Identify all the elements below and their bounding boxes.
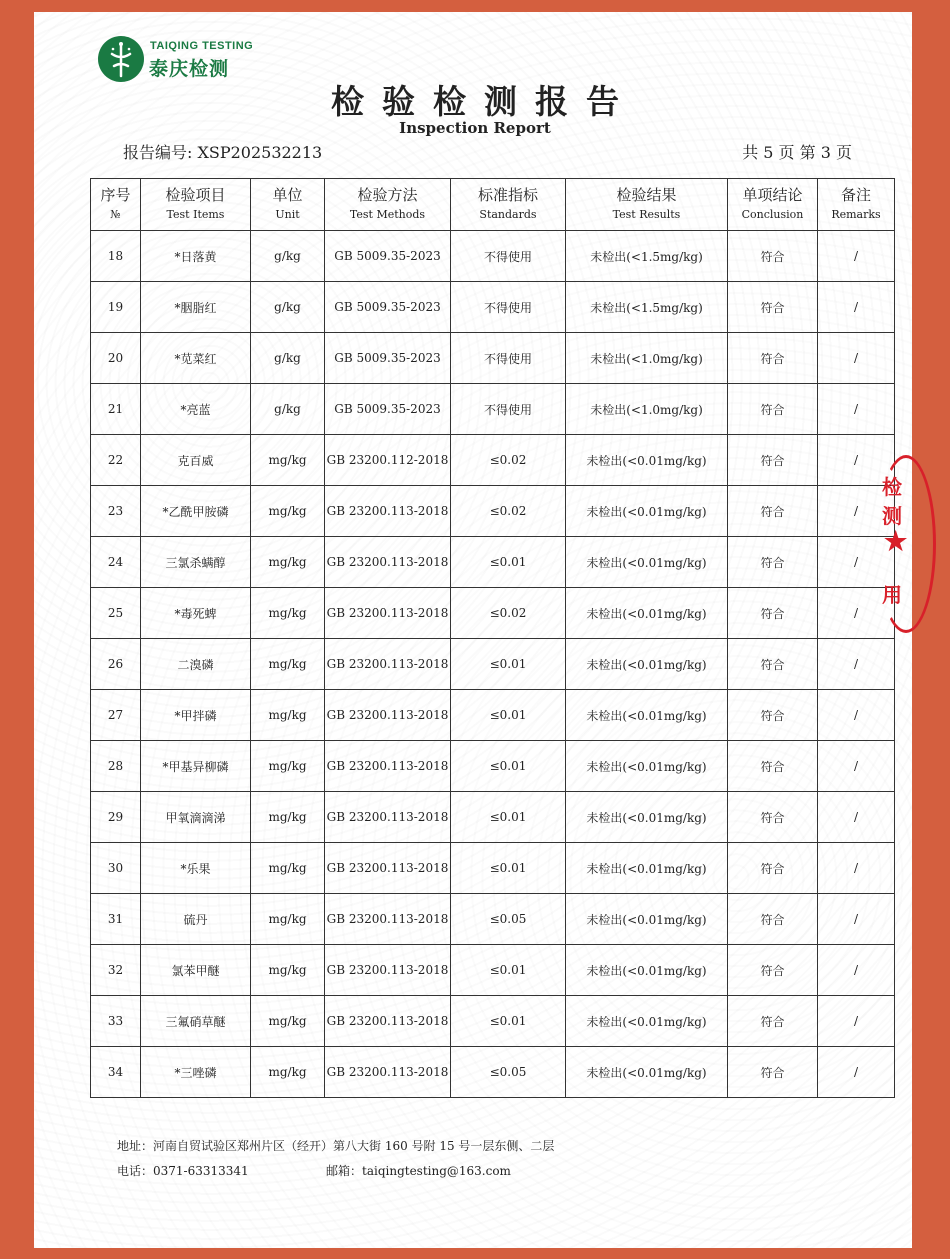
seal-text-bottom: 用 <box>882 583 902 607</box>
cell-remarks: / <box>818 333 895 384</box>
cell-method: GB 23200.113-2018 <box>325 486 451 537</box>
column-header-en: Unit <box>275 208 300 221</box>
results-table <box>90 178 895 1098</box>
cell-standard: ≤0.01 <box>451 792 566 843</box>
table-row <box>91 1047 895 1098</box>
cell-standard: 不得使用 <box>451 282 566 333</box>
cell-remarks: / <box>818 945 895 996</box>
report-number: 报告编号: XSP202532213 <box>123 143 323 162</box>
cell-unit: g/kg <box>251 282 325 333</box>
page-indicator: 共 5 页 第 3 页 <box>742 143 852 162</box>
cell-standard: ≤0.02 <box>451 435 566 486</box>
cell-test-item: *乐果 <box>141 843 251 894</box>
cell-conclusion: 符合 <box>728 282 818 333</box>
cell-test-item: 三氯杀螨醇 <box>141 537 251 588</box>
cell-unit: mg/kg <box>251 537 325 588</box>
column-header <box>728 179 818 231</box>
cell-method: GB 23200.113-2018 <box>325 792 451 843</box>
cell-conclusion: 符合 <box>728 894 818 945</box>
cell-unit: mg/kg <box>251 741 325 792</box>
table-row <box>91 639 895 690</box>
cell-number: 34 <box>91 1047 141 1098</box>
column-header-en: Test Items <box>166 208 225 221</box>
column-header-en: № <box>110 208 121 221</box>
cell-test-item: *甲拌磷 <box>141 690 251 741</box>
column-header <box>325 179 451 231</box>
cell-method: GB 23200.113-2018 <box>325 996 451 1047</box>
seal-star-icon: ★ <box>884 527 908 557</box>
cell-conclusion: 符合 <box>728 486 818 537</box>
cell-standard: ≤0.01 <box>451 996 566 1047</box>
cell-number: 30 <box>91 843 141 894</box>
cell-number: 23 <box>91 486 141 537</box>
cell-test-item: *乙酰甲胺磷 <box>141 486 251 537</box>
table-row <box>91 741 895 792</box>
cell-remarks: / <box>818 843 895 894</box>
cell-remarks: / <box>818 792 895 843</box>
cell-standard: 不得使用 <box>451 231 566 282</box>
cell-test-item: *日落黄 <box>141 231 251 282</box>
cell-standard: ≤0.01 <box>451 843 566 894</box>
column-header <box>566 179 728 231</box>
cell-result: 未检出(<0.01mg/kg) <box>566 843 728 894</box>
table-row <box>91 333 895 384</box>
cell-test-item: *亮蓝 <box>141 384 251 435</box>
cell-conclusion: 符合 <box>728 333 818 384</box>
table-row <box>91 435 895 486</box>
cell-conclusion: 符合 <box>728 690 818 741</box>
logo-text-en: TAIQING TESTING <box>150 40 254 52</box>
cell-remarks: / <box>818 639 895 690</box>
cell-test-item: *毒死蜱 <box>141 588 251 639</box>
cell-conclusion: 符合 <box>728 639 818 690</box>
cell-number: 25 <box>91 588 141 639</box>
cell-conclusion: 符合 <box>728 588 818 639</box>
cell-standard: ≤0.01 <box>451 639 566 690</box>
cell-test-item: 氯苯甲醚 <box>141 945 251 996</box>
cell-method: GB 5009.35-2023 <box>325 231 451 282</box>
cell-result: 未检出(<1.0mg/kg) <box>566 384 728 435</box>
cell-result: 未检出(<0.01mg/kg) <box>566 1047 728 1098</box>
column-header <box>818 179 895 231</box>
footer-email: 邮箱：taiqingtesting@163.com <box>326 1164 511 1178</box>
cell-remarks: / <box>818 1047 895 1098</box>
cell-result: 未检出(<0.01mg/kg) <box>566 639 728 690</box>
cell-remarks: / <box>818 384 895 435</box>
cell-result: 未检出(<1.0mg/kg) <box>566 333 728 384</box>
cell-result: 未检出(<1.5mg/kg) <box>566 282 728 333</box>
cell-unit: g/kg <box>251 231 325 282</box>
column-header-cn: 检验方法 <box>357 186 418 204</box>
cell-test-item: 甲氧滴滴涕 <box>141 792 251 843</box>
cell-remarks: / <box>818 996 895 1047</box>
cell-test-item: *苋菜红 <box>141 333 251 384</box>
cell-conclusion: 符合 <box>728 945 818 996</box>
cell-method: GB 5009.35-2023 <box>325 384 451 435</box>
cell-number: 33 <box>91 996 141 1047</box>
cell-standard: ≤0.01 <box>451 537 566 588</box>
cell-standard: ≤0.02 <box>451 486 566 537</box>
column-header <box>141 179 251 231</box>
cell-number: 26 <box>91 639 141 690</box>
column-header <box>451 179 566 231</box>
column-header <box>251 179 325 231</box>
cell-standard: ≤0.02 <box>451 588 566 639</box>
cell-method: GB 23200.113-2018 <box>325 537 451 588</box>
cell-number: 32 <box>91 945 141 996</box>
cell-conclusion: 符合 <box>728 843 818 894</box>
cell-remarks: / <box>818 435 895 486</box>
cell-result: 未检出(<1.5mg/kg) <box>566 231 728 282</box>
cell-conclusion: 符合 <box>728 792 818 843</box>
table-row <box>91 282 895 333</box>
table-row <box>91 588 895 639</box>
column-header-cn: 标准指标 <box>477 186 538 204</box>
cell-method: GB 23200.113-2018 <box>325 894 451 945</box>
column-header-cn: 检验项目 <box>165 186 226 204</box>
cell-unit: g/kg <box>251 333 325 384</box>
cell-number: 19 <box>91 282 141 333</box>
cell-standard: 不得使用 <box>451 333 566 384</box>
cell-number: 27 <box>91 690 141 741</box>
official-seal-stamp <box>880 455 914 635</box>
column-header-cn: 单位 <box>272 186 303 204</box>
cell-result: 未检出(<0.01mg/kg) <box>566 945 728 996</box>
table-row <box>91 384 895 435</box>
column-header-cn: 单项结论 <box>742 186 803 204</box>
logo-text-cn: 泰庆检测 <box>149 58 230 80</box>
column-header-cn: 备注 <box>840 186 871 204</box>
cell-number: 24 <box>91 537 141 588</box>
cell-method: GB 23200.113-2018 <box>325 690 451 741</box>
cell-remarks: / <box>818 486 895 537</box>
cell-remarks: / <box>818 231 895 282</box>
cell-conclusion: 符合 <box>728 384 818 435</box>
cell-result: 未检出(<0.01mg/kg) <box>566 996 728 1047</box>
cell-result: 未检出(<0.01mg/kg) <box>566 792 728 843</box>
cell-method: GB 5009.35-2023 <box>325 282 451 333</box>
cell-unit: g/kg <box>251 384 325 435</box>
table-row <box>91 945 895 996</box>
cell-result: 未检出(<0.01mg/kg) <box>566 741 728 792</box>
cell-number: 31 <box>91 894 141 945</box>
seal-text-top: 检测 <box>882 475 902 528</box>
cell-unit: mg/kg <box>251 435 325 486</box>
table-row <box>91 894 895 945</box>
table-row <box>91 843 895 894</box>
cell-method: GB 23200.113-2018 <box>325 1047 451 1098</box>
cell-standard: ≤0.05 <box>451 894 566 945</box>
cell-method: GB 23200.113-2018 <box>325 588 451 639</box>
cell-number: 29 <box>91 792 141 843</box>
column-header-en: Test Methods <box>349 208 426 221</box>
cell-result: 未检出(<0.01mg/kg) <box>566 435 728 486</box>
table-row <box>91 792 895 843</box>
cell-unit: mg/kg <box>251 486 325 537</box>
cell-test-item: 硫丹 <box>141 894 251 945</box>
cell-number: 18 <box>91 231 141 282</box>
cell-method: GB 5009.35-2023 <box>325 333 451 384</box>
column-header-en: Remarks <box>831 208 881 221</box>
cell-result: 未检出(<0.01mg/kg) <box>566 690 728 741</box>
cell-unit: mg/kg <box>251 996 325 1047</box>
table-header-row <box>91 179 895 231</box>
cell-number: 28 <box>91 741 141 792</box>
column-header-cn: 序号 <box>100 186 131 204</box>
cell-unit: mg/kg <box>251 945 325 996</box>
cell-method: GB 23200.113-2018 <box>325 843 451 894</box>
cell-unit: mg/kg <box>251 588 325 639</box>
cell-standard: 不得使用 <box>451 384 566 435</box>
cell-unit: mg/kg <box>251 894 325 945</box>
cell-remarks: / <box>818 741 895 792</box>
cell-standard: ≤0.01 <box>451 741 566 792</box>
table-row <box>91 231 895 282</box>
cell-conclusion: 符合 <box>728 1047 818 1098</box>
cell-conclusion: 符合 <box>728 537 818 588</box>
cell-remarks: / <box>818 894 895 945</box>
report-title-cn: 检验检测报告 <box>331 82 637 121</box>
cell-standard: ≤0.01 <box>451 690 566 741</box>
cell-number: 22 <box>91 435 141 486</box>
cell-test-item: *三唑磷 <box>141 1047 251 1098</box>
cell-conclusion: 符合 <box>728 231 818 282</box>
column-header-cn: 检验结果 <box>616 186 677 204</box>
cell-conclusion: 符合 <box>728 435 818 486</box>
table-row <box>91 486 895 537</box>
cell-result: 未检出(<0.01mg/kg) <box>566 537 728 588</box>
cell-unit: mg/kg <box>251 792 325 843</box>
cell-method: GB 23200.113-2018 <box>325 741 451 792</box>
cell-unit: mg/kg <box>251 690 325 741</box>
cell-unit: mg/kg <box>251 1047 325 1098</box>
column-header-en: Standards <box>479 208 537 221</box>
cell-test-item: *甲基异柳磷 <box>141 741 251 792</box>
cell-test-item: 二溴磷 <box>141 639 251 690</box>
column-header-en: Conclusion <box>741 208 804 221</box>
report-title-en: Inspection Report <box>399 119 551 137</box>
table-row <box>91 690 895 741</box>
cell-remarks: / <box>818 690 895 741</box>
cell-test-item: *胭脂红 <box>141 282 251 333</box>
footer-address: 地址：河南自贸试验区郑州片区（经开）第八大街 160 号附 15 号一层东侧、二层 <box>117 1139 555 1153</box>
cell-number: 21 <box>91 384 141 435</box>
cell-standard: ≤0.01 <box>451 945 566 996</box>
cell-result: 未检出(<0.01mg/kg) <box>566 486 728 537</box>
footer-phone: 电话：0371-63313341 <box>117 1164 249 1178</box>
cell-result: 未检出(<0.01mg/kg) <box>566 894 728 945</box>
cell-method: GB 23200.113-2018 <box>325 639 451 690</box>
column-header-en: Test Results <box>612 208 681 221</box>
cell-number: 20 <box>91 333 141 384</box>
column-header <box>91 179 141 231</box>
cell-conclusion: 符合 <box>728 996 818 1047</box>
table-body <box>91 231 895 1098</box>
cell-method: GB 23200.112-2018 <box>325 435 451 486</box>
cell-test-item: 三氟硝草醚 <box>141 996 251 1047</box>
cell-remarks: / <box>818 282 895 333</box>
cell-test-item: 克百威 <box>141 435 251 486</box>
cell-result: 未检出(<0.01mg/kg) <box>566 588 728 639</box>
cell-remarks: / <box>818 588 895 639</box>
table-row <box>91 996 895 1047</box>
cell-unit: mg/kg <box>251 843 325 894</box>
cell-conclusion: 符合 <box>728 741 818 792</box>
cell-unit: mg/kg <box>251 639 325 690</box>
cell-remarks: / <box>818 537 895 588</box>
cell-standard: ≤0.05 <box>451 1047 566 1098</box>
table-row <box>91 537 895 588</box>
cell-method: GB 23200.113-2018 <box>325 945 451 996</box>
